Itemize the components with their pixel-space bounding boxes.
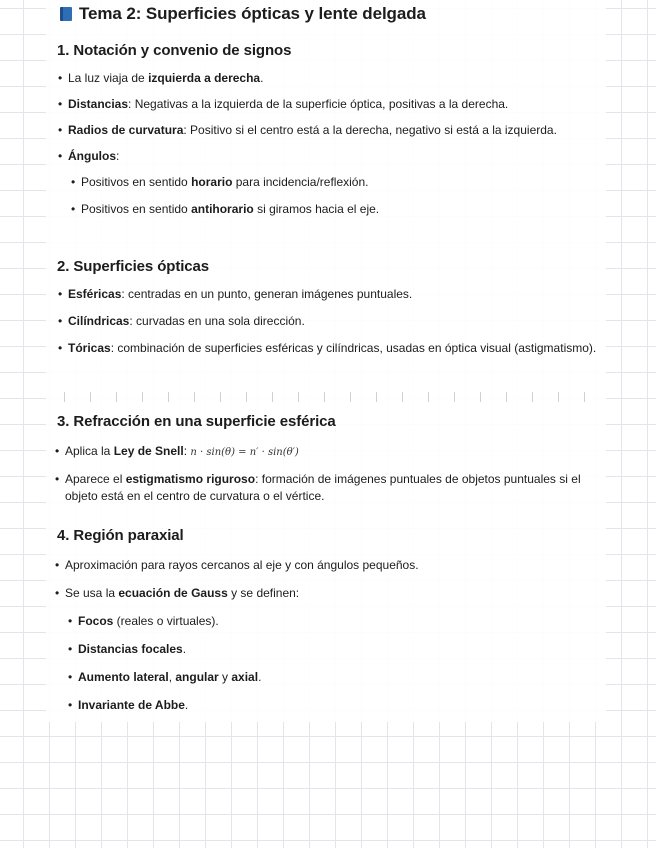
- section-4-list: [55, 557, 595, 714]
- section-3-heading: 3. Refracción en una superficie esférica: [57, 413, 336, 430]
- list-item: • Invariante de Abbe.: [68, 697, 595, 714]
- list-item: • Aplica la Ley de Snell: n · sin(θ) = n′ · sin(θ′): [55, 443, 595, 461]
- page-title-text: Tema 2: Superficies ópticas y lente delgada: [79, 4, 426, 23]
- list-item: • Se usa la ecuación de Gauss y se definen:: [55, 585, 595, 602]
- list-item: • Tóricas: combinación de superficies esféricas y cilíndricas, usadas en óptica visual (astigmatismo).: [58, 340, 598, 357]
- list-item: • Cilíndricas: curvadas en una sola dirección.: [58, 313, 598, 330]
- section-2-list: [58, 286, 598, 357]
- list-item: • Focos (reales o virtuales).: [68, 613, 595, 630]
- list-item: • Aumento lateral, angular y axial.: [68, 669, 595, 686]
- page-title: [60, 4, 426, 24]
- list-item: • Esféricas: centradas en un punto, generan imágenes puntuales.: [58, 286, 598, 303]
- list-item: • Positivos en sentido antihorario si giramos hacia el eje.: [71, 201, 598, 218]
- divider: [50, 392, 606, 402]
- list-item: • Distancias: Negativas a la izquierda de la superficie óptica, positivas a la derecha.: [58, 96, 598, 113]
- section-2-heading: 2. Superficies ópticas: [57, 258, 210, 275]
- list-item: • Positivos en sentido horario para incidencia/reflexión.: [71, 174, 598, 191]
- list-item: • Ángulos:: [58, 148, 598, 165]
- list-item: • Aparece el estigmatismo riguroso: formación de imágenes puntuales de objetos puntuales si el objeto está en el centro de curvatura o el vértice.: [55, 471, 595, 505]
- section-4-heading: 4. Región paraxial: [57, 527, 184, 544]
- section-1-list: [58, 70, 598, 218]
- section-3-list: [55, 443, 595, 505]
- list-item: • Aproximación para rayos cercanos al eje y con ángulos pequeños.: [55, 557, 595, 574]
- snell-formula: n · sin(θ) = n′ · sin(θ′): [190, 447, 299, 458]
- list-item: • La luz viaja de izquierda a derecha.: [58, 70, 598, 87]
- list-item: • Radios de curvatura: Positivo si el centro está a la derecha, negativo si está a la izquierda.: [58, 122, 598, 139]
- list-item: • Distancias focales.: [68, 641, 595, 658]
- section-1-heading: 1. Notación y convenio de signos: [57, 42, 292, 59]
- book-icon: [60, 7, 72, 21]
